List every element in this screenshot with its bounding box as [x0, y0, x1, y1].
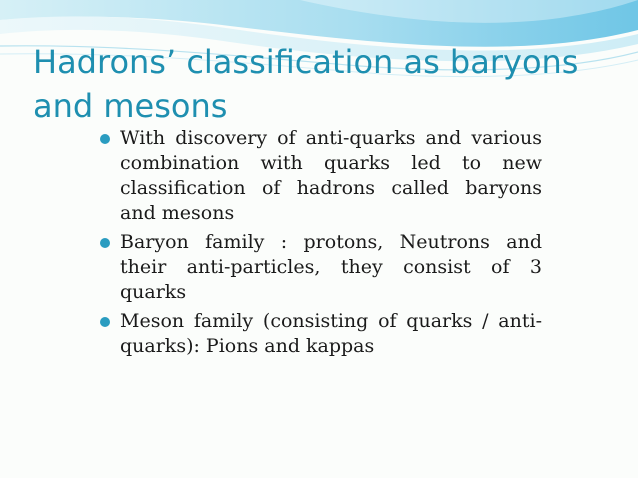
bullet-item: [100, 230, 542, 305]
bullet-list: [100, 126, 542, 363]
bullet-item: [100, 126, 542, 226]
bullet-text: With discovery of anti-quarks and various combination with quarks led to new classification of hadrons called baryons and mesons: [120, 127, 542, 224]
bullet-text: Meson family (consisting of quarks / anti-quarks): Pions and kappas: [120, 310, 542, 357]
bullet-item: [100, 309, 542, 359]
bullet-dot-icon: [100, 238, 110, 248]
slide-title: Hadrons’ classification as baryons and mesons: [33, 43, 579, 125]
bullet-dot-icon: [100, 134, 110, 144]
bullet-dot-icon: [100, 317, 110, 327]
bullet-text: Baryon family : protons, Neutrons and their anti-particles, they consist of 3 quarks: [120, 231, 542, 303]
